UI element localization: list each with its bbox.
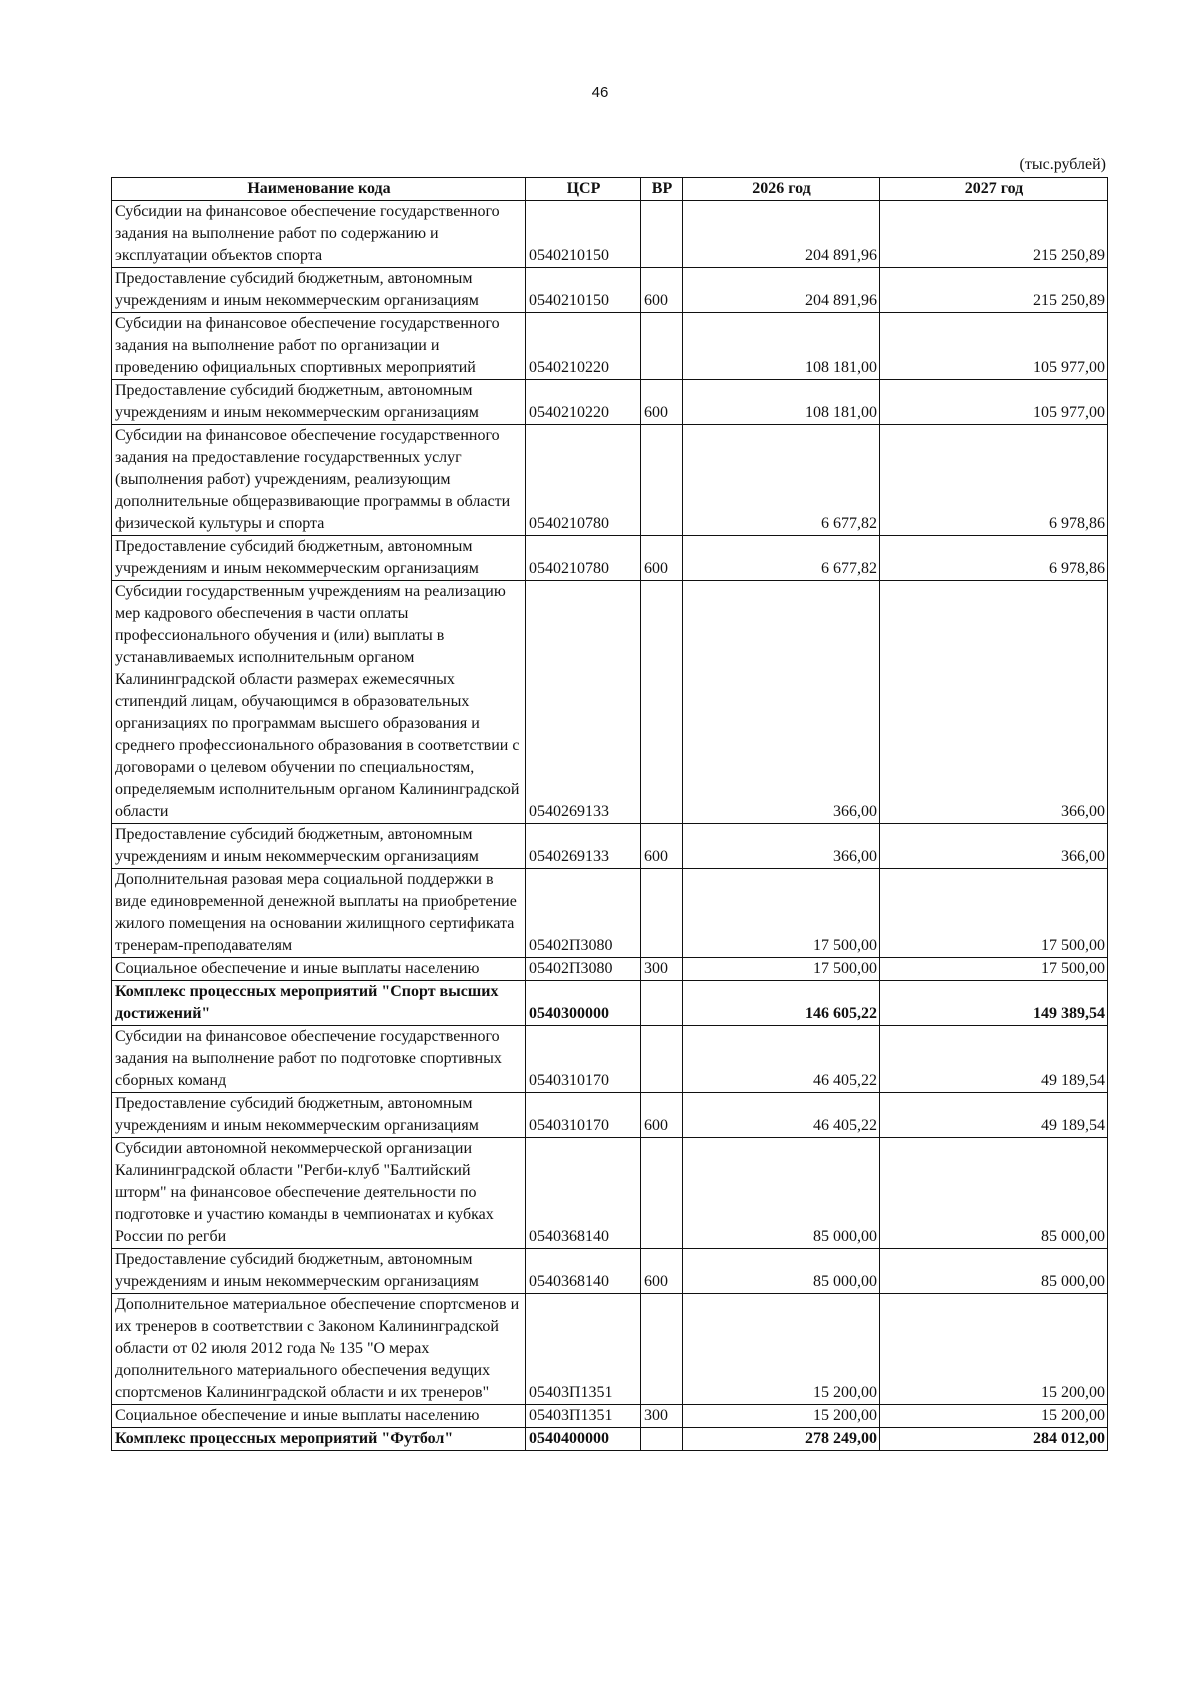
- row-name-cell: Социальное обеспечение и иные выплаты населению: [112, 958, 526, 981]
- row-vr-cell: [641, 425, 683, 536]
- row-name-cell: Дополнительная разовая мера социальной поддержки в виде единовременной денежной выплаты на приобретение жилого помещения на основании жилищного сертификата тренерам-преподавателям: [112, 869, 526, 958]
- row-2027-cell: 215 250,89: [880, 268, 1108, 313]
- table-row: [112, 581, 1108, 824]
- row-2026-cell: 17 500,00: [683, 958, 880, 981]
- table-row: [112, 1428, 1108, 1451]
- row-csr-cell: 05403П1351: [526, 1294, 641, 1405]
- row-csr-cell: 0540310170: [526, 1093, 641, 1138]
- table-row: [112, 201, 1108, 268]
- row-2026-cell: 366,00: [683, 581, 880, 824]
- row-name-cell: Комплекс процессных мероприятий "Футбол": [112, 1428, 526, 1451]
- table-row: [112, 1294, 1108, 1405]
- row-vr-cell: [641, 869, 683, 958]
- row-vr-cell: 300: [641, 1405, 683, 1428]
- row-2027-cell: 49 189,54: [880, 1026, 1108, 1093]
- row-2026-cell: 278 249,00: [683, 1428, 880, 1451]
- row-name-cell: Субсидии автономной некоммерческой организации Калининградской области "Регби-клуб "Балтийский шторм" на финансовое обеспечение деятельности по подготовке и участию команды в чемпионатах и кубках России по регби: [112, 1138, 526, 1249]
- row-2026-cell: 6 677,82: [683, 425, 880, 536]
- row-vr-cell: [641, 201, 683, 268]
- row-vr-cell: [641, 1428, 683, 1451]
- row-vr-cell: [641, 981, 683, 1026]
- row-csr-cell: 0540269133: [526, 824, 641, 869]
- page-number: 46: [591, 84, 609, 101]
- row-name-cell: Предоставление субсидий бюджетным, автономным учреждениям и иным некоммерческим организациям: [112, 1249, 526, 1294]
- row-2026-cell: 108 181,00: [683, 313, 880, 380]
- table-body: [112, 201, 1108, 1451]
- row-csr-cell: 0540368140: [526, 1138, 641, 1249]
- row-2026-cell: 15 200,00: [683, 1294, 880, 1405]
- row-2026-cell: 46 405,22: [683, 1093, 880, 1138]
- header-2026: 2026 год: [683, 178, 880, 201]
- row-name-cell: Комплекс процессных мероприятий "Спорт высших достижений": [112, 981, 526, 1026]
- header-csr: ЦСР: [526, 178, 641, 201]
- row-name-cell: Субсидии на финансовое обеспечение государственного задания на предоставление государственных услуг (выполнения работ) учреждениям, реализующим дополнительные общеразвивающие программы в области физической культуры и спорта: [112, 425, 526, 536]
- row-vr-cell: [641, 1294, 683, 1405]
- row-name-cell: Предоставление субсидий бюджетным, автономным учреждениям и иным некоммерческим организациям: [112, 1093, 526, 1138]
- row-2027-cell: 284 012,00: [880, 1428, 1108, 1451]
- table-row: [112, 1093, 1108, 1138]
- row-2027-cell: 49 189,54: [880, 1093, 1108, 1138]
- row-name-cell: Субсидии на финансовое обеспечение государственного задания на выполнение работ по подготовке спортивных сборных команд: [112, 1026, 526, 1093]
- table-header-row: [112, 178, 1108, 201]
- row-csr-cell: 05402П3080: [526, 958, 641, 981]
- row-vr-cell: 600: [641, 268, 683, 313]
- row-2027-cell: 6 978,86: [880, 425, 1108, 536]
- row-csr-cell: 0540210150: [526, 201, 641, 268]
- row-vr-cell: 600: [641, 536, 683, 581]
- table-row: [112, 268, 1108, 313]
- row-vr-cell: [641, 1138, 683, 1249]
- table-row: [112, 1405, 1108, 1428]
- table-row: [112, 824, 1108, 869]
- row-name-cell: Субсидии на финансовое обеспечение государственного задания на выполнение работ по содержанию и эксплуатации объектов спорта: [112, 201, 526, 268]
- row-csr-cell: 0540210150: [526, 268, 641, 313]
- row-csr-cell: 0540368140: [526, 1249, 641, 1294]
- row-vr-cell: 600: [641, 1093, 683, 1138]
- table-row: [112, 313, 1108, 380]
- row-csr-cell: 0540400000: [526, 1428, 641, 1451]
- table-row: [112, 958, 1108, 981]
- row-vr-cell: 600: [641, 824, 683, 869]
- table-row: [112, 1026, 1108, 1093]
- row-2026-cell: 17 500,00: [683, 869, 880, 958]
- row-2026-cell: 85 000,00: [683, 1138, 880, 1249]
- row-2027-cell: 105 977,00: [880, 313, 1108, 380]
- row-csr-cell: 0540310170: [526, 1026, 641, 1093]
- row-2026-cell: 46 405,22: [683, 1026, 880, 1093]
- row-name-cell: Субсидии на финансовое обеспечение государственного задания на выполнение работ по организации и проведению официальных спортивных мероприятий: [112, 313, 526, 380]
- budget-table: [111, 177, 1108, 1451]
- row-2026-cell: 204 891,96: [683, 201, 880, 268]
- row-2027-cell: 85 000,00: [880, 1249, 1108, 1294]
- row-2026-cell: 146 605,22: [683, 981, 880, 1026]
- row-vr-cell: [641, 1026, 683, 1093]
- row-vr-cell: 600: [641, 380, 683, 425]
- table-row: [112, 536, 1108, 581]
- row-name-cell: Предоставление субсидий бюджетным, автономным учреждениям и иным некоммерческим организациям: [112, 380, 526, 425]
- row-2027-cell: 15 200,00: [880, 1405, 1108, 1428]
- row-csr-cell: 0540210780: [526, 536, 641, 581]
- row-csr-cell: 0540210780: [526, 425, 641, 536]
- row-2027-cell: 366,00: [880, 824, 1108, 869]
- row-2026-cell: 366,00: [683, 824, 880, 869]
- row-name-cell: Социальное обеспечение и иные выплаты населению: [112, 1405, 526, 1428]
- row-2026-cell: 204 891,96: [683, 268, 880, 313]
- row-vr-cell: 600: [641, 1249, 683, 1294]
- row-csr-cell: 0540300000: [526, 981, 641, 1026]
- table-row: [112, 380, 1108, 425]
- row-csr-cell: 0540269133: [526, 581, 641, 824]
- header-2027: 2027 год: [880, 178, 1108, 201]
- header-name: Наименование кода: [112, 178, 526, 201]
- row-csr-cell: 0540210220: [526, 313, 641, 380]
- row-2027-cell: 85 000,00: [880, 1138, 1108, 1249]
- row-name-cell: Субсидии государственным учреждениям на реализацию мер кадрового обеспечения в части оплаты профессионального обучения и (или) выплаты в устанавливаемых исполнительным органом Калининградской области размерах ежемесячных стипендий лицам, обучающимся в образовательных организациях по программам высшего образования и среднего профессионального образования в соответствии с договорами о целевом обучении по специальностям, определяемым исполнительным органом Калининградской области: [112, 581, 526, 824]
- row-csr-cell: 0540210220: [526, 380, 641, 425]
- row-2026-cell: 6 677,82: [683, 536, 880, 581]
- row-csr-cell: 05403П1351: [526, 1405, 641, 1428]
- row-2027-cell: 105 977,00: [880, 380, 1108, 425]
- row-2027-cell: 215 250,89: [880, 201, 1108, 268]
- table-row: [112, 1249, 1108, 1294]
- table-row: [112, 869, 1108, 958]
- row-name-cell: Дополнительное материальное обеспечение спортсменов и их тренеров в соответствии с Законом Калининградской области от 02 июля 2012 года № 135 "О мерах дополнительного материального обеспечения ведущих спортсменов Калининградской области и их тренеров": [112, 1294, 526, 1405]
- row-2026-cell: 108 181,00: [683, 380, 880, 425]
- units-note: (тыс.рублей): [1019, 156, 1106, 173]
- row-2027-cell: 15 200,00: [880, 1294, 1108, 1405]
- table-row: [112, 981, 1108, 1026]
- row-2026-cell: 15 200,00: [683, 1405, 880, 1428]
- header-vr: ВР: [641, 178, 683, 201]
- table-row: [112, 1138, 1108, 1249]
- row-2027-cell: 6 978,86: [880, 536, 1108, 581]
- row-2027-cell: 17 500,00: [880, 869, 1108, 958]
- table-row: [112, 425, 1108, 536]
- row-name-cell: Предоставление субсидий бюджетным, автономным учреждениям и иным некоммерческим организациям: [112, 268, 526, 313]
- row-2027-cell: 149 389,54: [880, 981, 1108, 1026]
- row-csr-cell: 05402П3080: [526, 869, 641, 958]
- row-2027-cell: 366,00: [880, 581, 1108, 824]
- row-name-cell: Предоставление субсидий бюджетным, автономным учреждениям и иным некоммерческим организациям: [112, 536, 526, 581]
- row-vr-cell: 300: [641, 958, 683, 981]
- row-vr-cell: [641, 581, 683, 824]
- row-name-cell: Предоставление субсидий бюджетным, автономным учреждениям и иным некоммерческим организациям: [112, 824, 526, 869]
- row-2026-cell: 85 000,00: [683, 1249, 880, 1294]
- row-vr-cell: [641, 313, 683, 380]
- row-2027-cell: 17 500,00: [880, 958, 1108, 981]
